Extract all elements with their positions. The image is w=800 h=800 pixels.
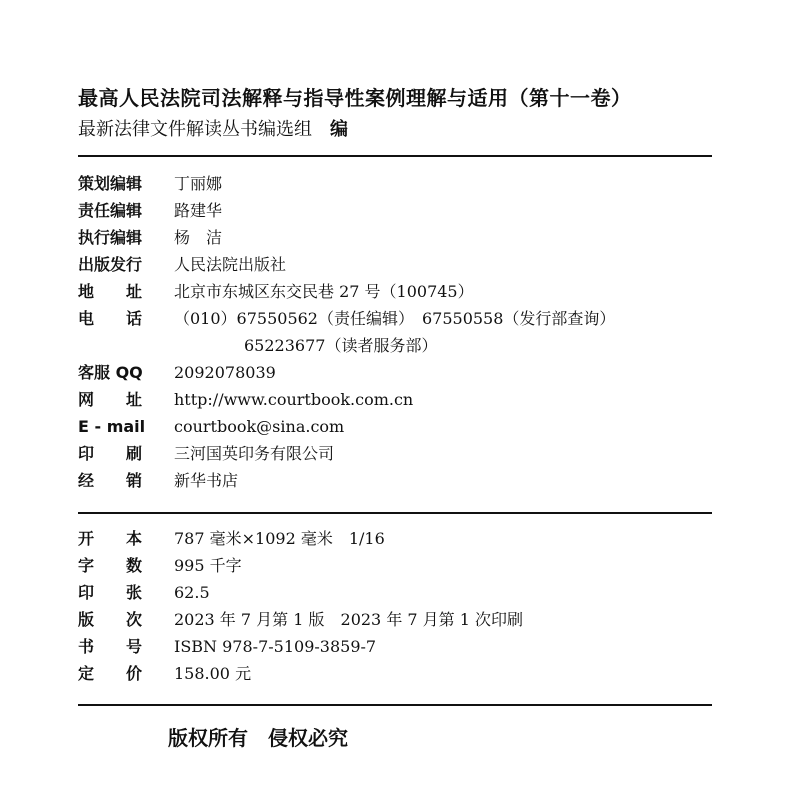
credit-label: 电 话: [78, 309, 143, 328]
credit-label: 执行编辑: [78, 228, 143, 247]
credits-list: [78, 173, 718, 497]
website-value: http://www.courtbook.com.cn: [174, 390, 414, 409]
credit-value: 人民法院出版社: [174, 255, 287, 274]
price-value: 158.00 元: [174, 664, 252, 683]
spec-label: 字 数: [78, 556, 143, 575]
spec-row: [78, 528, 718, 555]
credit-row: [78, 200, 718, 227]
spec-row: [78, 663, 718, 690]
credit-label: 网 址: [78, 390, 143, 409]
credit-value: 新华书店: [174, 471, 239, 490]
credit-label: 地 址: [78, 282, 143, 301]
author-line: [78, 115, 348, 141]
divider-bottom: [78, 704, 712, 706]
credit-value: 丁丽娜: [174, 174, 223, 193]
credit-value: 路建华: [174, 201, 223, 220]
spec-value: 62.5: [174, 583, 210, 602]
credit-row: [78, 173, 718, 200]
isbn-value: ISBN 978-7-5109-3859-7: [174, 637, 377, 656]
spec-value: 995 千字: [174, 556, 242, 575]
credit-value: （010）67550562（责任编辑） 67550558（发行部查询）: [174, 309, 616, 328]
credit-row: [78, 362, 718, 389]
credit-value: 杨 洁: [174, 228, 223, 247]
spec-row: [78, 636, 718, 663]
specs-list: [78, 528, 718, 690]
credit-row-continued: [78, 335, 718, 362]
credit-row: [78, 254, 718, 281]
credit-row: [78, 416, 718, 443]
spec-value: 2023 年 7 月第 1 版 2023 年 7 月第 1 次印刷: [174, 610, 524, 629]
copyright-notice: 版权所有 侵权必究: [168, 726, 348, 750]
credit-label: 印 刷: [78, 444, 143, 463]
credit-row: [78, 281, 718, 308]
credit-row: [78, 443, 718, 470]
email-value: courtbook@sina.com: [174, 417, 345, 436]
spec-label: 开 本: [78, 529, 143, 548]
credit-label: 策划编辑: [78, 174, 143, 193]
spec-label: 印 张: [78, 583, 143, 602]
spec-value: 787 毫米×1092 毫米 1/16: [174, 529, 385, 548]
credit-label: 经 销: [78, 471, 143, 490]
credit-value: 北京市东城区东交民巷 27 号（100745）: [174, 282, 474, 301]
spec-row: [78, 555, 718, 582]
credit-value: 2092078039: [174, 363, 276, 382]
spec-label: 版 次: [78, 610, 143, 629]
credit-row: [78, 389, 718, 416]
credit-value: 三河国英印务有限公司: [174, 444, 335, 463]
spec-row: [78, 582, 718, 609]
credit-label: E - mail: [78, 417, 146, 436]
credit-label: 客服 QQ: [78, 363, 143, 382]
divider-middle: [78, 512, 712, 514]
credit-label: 出版发行: [78, 255, 143, 274]
book-title: 最高人民法院司法解释与指导性案例理解与适用（第十一卷）: [78, 86, 632, 110]
credit-row: [78, 470, 718, 497]
author-role: 编: [330, 119, 348, 140]
credit-row: [78, 227, 718, 254]
author-name: 最新法律文件解读丛书编选组: [78, 119, 312, 140]
credit-row: [78, 308, 718, 335]
spec-label: 定 价: [78, 664, 143, 683]
credit-value: 65223677（读者服务部）: [244, 336, 438, 355]
spec-row: [78, 609, 718, 636]
divider-top: [78, 155, 712, 157]
spec-label: 书 号: [78, 637, 143, 656]
credit-label: 责任编辑: [78, 201, 143, 220]
